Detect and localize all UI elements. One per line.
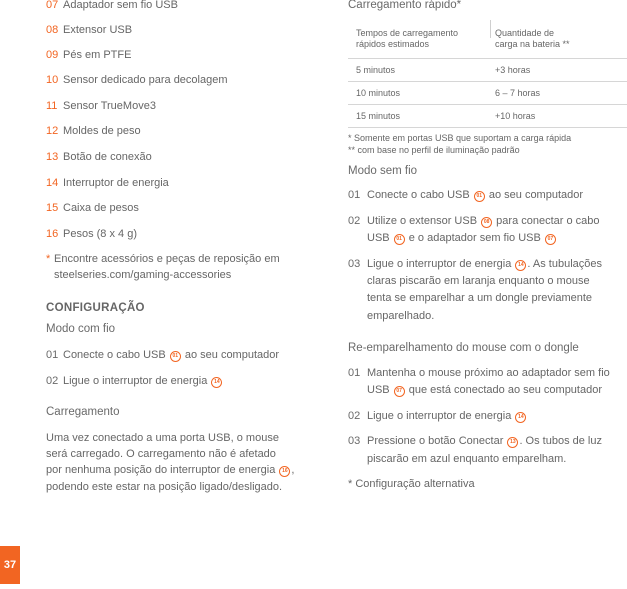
list-item: 14 Interruptor de energia	[46, 177, 169, 189]
table-divider	[490, 20, 491, 38]
charging-text: por nenhuma posição do interruptor de energia 16 ,	[46, 464, 295, 476]
wired-step: 02 Ligue o interruptor de energia 14	[46, 374, 223, 388]
repair-step-cont: USB 07 que está conectado ao seu computador	[367, 384, 602, 396]
part-badge: 01	[170, 351, 181, 362]
table-row: 5 minutos +3 horas	[348, 59, 627, 82]
wireless-step-cont: USB 01 e o adaptador sem fio USB 07	[367, 231, 557, 245]
repair-step: 02 Ligue o interruptor de energia 14	[348, 409, 527, 423]
repair-step-cont: piscarão em azul enquanto emparelham.	[367, 453, 567, 465]
wireless-mode-title: Modo sem fio	[348, 165, 418, 177]
footnote: ** com base no perfil de iluminação padrão	[348, 145, 520, 155]
part-badge: 14	[515, 260, 526, 271]
list-item: 09 Pés em PTFE	[46, 49, 132, 61]
wired-mode-title: Modo com fio	[46, 323, 116, 335]
charging-text: podendo este estar na posição ligado/desligado.	[46, 481, 283, 493]
table-header-cell: Quantidade de carga na bateria **	[495, 28, 570, 49]
fast-charging-title: Carregamento rápido*	[348, 0, 462, 11]
table-header	[348, 20, 627, 59]
table-header-cell: Tempos de carregamento rápidos estimados	[356, 28, 459, 49]
list-item: 11 Sensor TrueMove3	[46, 100, 156, 112]
wireless-step-cont: tenta se emparelhar a um dongle previamente	[367, 292, 593, 304]
wireless-step-cont: emparelhado.	[367, 310, 435, 322]
wired-step: 01 Conecte o cabo USB 01 ao seu computador	[46, 349, 280, 361]
list-item: 15 Caixa de pesos	[46, 202, 139, 214]
charging-text: será carregado. O carregamento não é afetado	[46, 448, 276, 460]
part-badge: 01	[474, 191, 485, 202]
part-badge: 08	[481, 217, 492, 228]
part-badge: 14	[515, 412, 526, 423]
list-item: 10 Sensor dedicado para decolagem	[46, 74, 228, 86]
repair-step: 01 Mantenha o mouse próximo ao adaptador sem fio	[348, 367, 610, 379]
fast-charging-table	[348, 20, 627, 128]
table-row: 15 minutos +10 horas	[348, 105, 627, 128]
part-badge: 14	[211, 377, 222, 388]
list-item: 08 Extensor USB	[46, 24, 133, 36]
repair-title: Re-emparelhamento do mouse com o dongle	[348, 342, 579, 354]
repair-step: 03 Pressione o botão Conectar 13 . Os tubos de luz	[348, 435, 602, 447]
charging-title: Carregamento	[46, 406, 120, 418]
table-row: 10 minutos 6 – 7 horas	[348, 82, 627, 105]
section-title-configuration: CONFIGURAÇÃO	[46, 302, 145, 314]
part-badge: 16	[279, 466, 290, 477]
accessories-note: * Encontre acessórios e peças de reposição em	[46, 253, 280, 265]
list-item: 16 Pesos (8 x 4 g)	[46, 228, 137, 240]
list-item: 12 Moldes de peso	[46, 125, 141, 137]
page-number: 37	[0, 546, 20, 584]
alt-config-note: * Configuração alternativa	[348, 478, 475, 490]
part-badge: 07	[545, 234, 556, 245]
wireless-step: 02 Utilize o extensor USB 08 para conectar o cabo	[348, 215, 600, 227]
part-badge: 13	[507, 437, 518, 448]
accessories-url: steelseries.com/gaming-accessories	[54, 269, 232, 281]
part-badge: 07	[394, 386, 405, 397]
footnote: * Somente em portas USB que suportam a carga rápida	[348, 133, 572, 143]
wireless-step: 03 Ligue o interruptor de energia 14 . As tubulações	[348, 258, 602, 270]
wireless-step: 01 Conecte o cabo USB 01 ao seu computador	[348, 189, 584, 201]
part-badge: 01	[394, 234, 405, 245]
list-item: 13 Botão de conexão	[46, 151, 152, 163]
wireless-step-cont: claras piscarão em laranja enquanto o mouse	[367, 275, 590, 287]
charging-text: Uma vez conectado a uma porta USB, o mouse	[46, 432, 279, 444]
list-item: 07 Adaptador sem fio USB	[46, 0, 178, 11]
